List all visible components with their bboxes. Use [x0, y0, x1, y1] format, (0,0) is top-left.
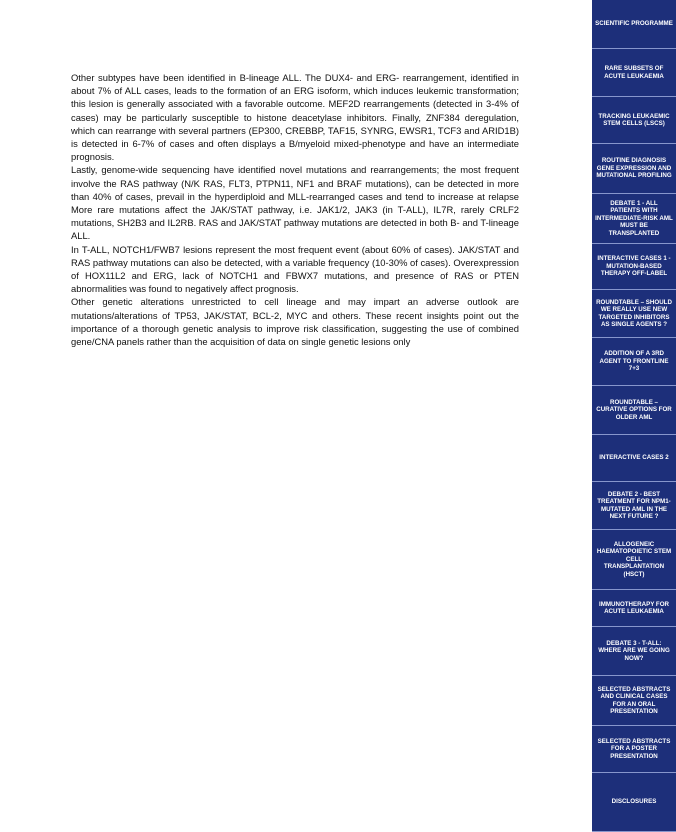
paragraph-b-lineage-subtypes: Other subtypes have been identified in B-lineage ALL. The DUX4- and ERG- rearrangement, identified in about 7% of ALL cases, leads to the formation of an ERG isoform, which induces leukemic transformation; this lesion is generally associated with a favorable outcome. MEF2D rearrangements (detected in 3-4% of cases) may be particularly susceptible to histone deacetylase inhibitors. Finally, ZNF384 deregulation, which can rearrange with several partners (EP300, CREBBP, TAF15, SYNRG, EWSR1, TCF3 and ARID1B) is detected in 6-7% of cases and often displays a B/myeloid mixed-phenotype and have an intermediate prognosis.: [71, 72, 519, 163]
nav-scientific-programme[interactable]: SCIENTIFIC PROGRAMME: [592, 0, 676, 49]
article-body: [71, 71, 519, 348]
nav-oral-abstracts[interactable]: SELECTED ABSTRACTS AND CLINICAL CASES FOR AN ORAL PRESENTATION: [592, 676, 676, 726]
nav-poster-abstracts[interactable]: SELECTED ABSTRACTS FOR A POSTER PRESENTATION: [592, 726, 676, 773]
nav-routine-diagnosis[interactable]: ROUTINE DIAGNOSIS GENE EXPRESSION AND MUTATIONAL PROFILING: [592, 144, 676, 194]
programme-sidebar: [592, 0, 676, 832]
paragraph-other-alterations: Other genetic alterations unrestricted to cell lineage and may impart an adverse outlook are mutations/alterations of TP53, JAK/STAT, BCL-2, MYC and others. These recent insights point out the importance of a thorough genetic analysis to improve risk classification, suggesting the use of combined gene/CNA panels rather than the acquisition of data on single genetic lesions only: [71, 296, 519, 348]
paragraph-t-all: In T-ALL, NOTCH1/FWB7 lesions represent the most frequent event (about 60% of cases). JAK/STAT and RAS pathway mutations can also be detected, with a variable frequency (10-30% of cases). Overexpression of HOX11L2 and ERG, lack of NOTCH1 and FBWX7 mutations, and presence of RAS or PTEN abnormalities was found to negatively affect prognosis.: [71, 243, 519, 295]
nav-interactive-cases-1[interactable]: INTERACTIVE CASES 1 - MUTATION-BASED THERAPY OFF-LABEL: [592, 244, 676, 290]
nav-interactive-cases-2[interactable]: INTERACTIVE CASES 2: [592, 435, 676, 482]
nav-immunotherapy[interactable]: IMMUNOTHERAPY FOR ACUTE LEUKAEMIA: [592, 590, 676, 627]
nav-debate-3[interactable]: DEBATE 3 - T-ALL: WHERE ARE WE GOING NOW?: [592, 627, 676, 676]
nav-third-agent[interactable]: ADDITION OF A 3RD AGENT TO FRONTLINE 7+3: [592, 338, 676, 386]
nav-roundtable-older-aml[interactable]: ROUNDTABLE – CURATIVE OPTIONS FOR OLDER AML: [592, 386, 676, 435]
paragraph-genome-wide-sequencing: Lastly, genome-wide sequencing have identified novel mutations and rearrangements; the most frequent involve the RAS pathway (N/K RAS, FLT3, PTPN11, NF1 and BRAF mutations), can be detected in more than 40% of cases, prevail in the hyperdiploid and MLL-rearranged cases and tend to increase at relapse More rare mutations affect the JAK/STAT pathway, i.e. JAK1/2, JAK3 (in T-ALL), IL7R, rarely CRLF2 mutations, SH2B3 and IL2RB. RAS and JAK/STAT pathway mutations are detected in both B- and T-lineage ALL.: [71, 164, 519, 242]
nav-rare-subsets[interactable]: RARE SUBSETS OF ACUTE LEUKAEMIA: [592, 49, 676, 97]
nav-allogeneic-hsct[interactable]: ALLOGENEIC HAEMATOPOIETIC STEM CELL TRANSPLANTATION (HSCT): [592, 530, 676, 590]
nav-tracking-lscs[interactable]: TRACKING LEUKAEMIC STEM CELLS (LSCS): [592, 97, 676, 144]
nav-roundtable-targeted-inhibitors[interactable]: ROUNDTABLE – SHOULD WE REALLY USE NEW TARGETED INHIBITORS AS SINGLE AGENTS ?: [592, 290, 676, 338]
nav-debate-1[interactable]: DEBATE 1 - ALL PATIENTS WITH INTERMEDIATE-RISK AML MUST BE TRANSPLANTED: [592, 194, 676, 244]
nav-debate-2[interactable]: DEBATE 2 - BEST TREATMENT FOR NPM1-MUTATED AML IN THE NEXT FUTURE ?: [592, 482, 676, 530]
nav-disclosures[interactable]: DISCLOSURES: [592, 773, 676, 832]
